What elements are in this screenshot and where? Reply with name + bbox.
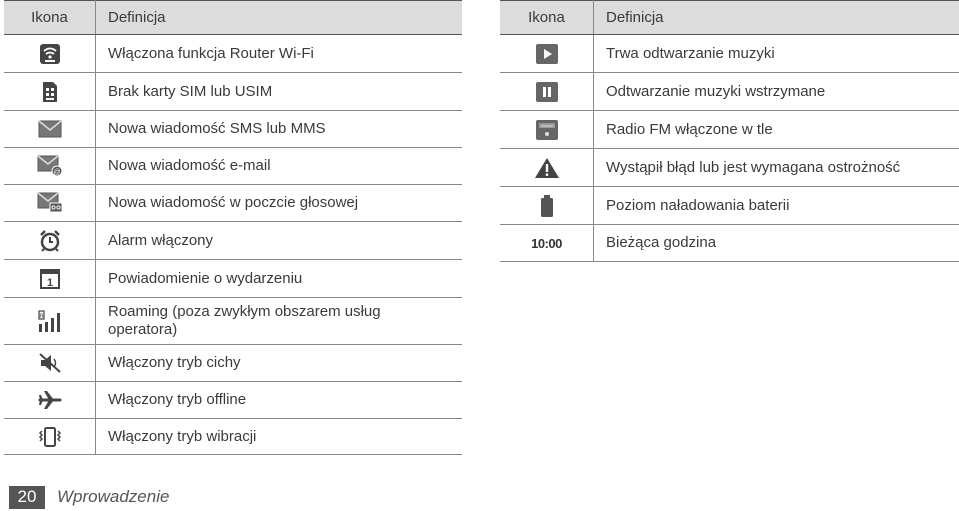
table-row	[500, 225, 959, 262]
silent-mode-icon	[4, 352, 95, 374]
vibration-icon	[4, 426, 95, 448]
table-row	[4, 260, 462, 298]
definition-text: Radio FM włączone w tle	[594, 111, 959, 149]
definition-text: Włączona funkcja Router Wi-Fi	[96, 35, 463, 73]
definition-text: Trwa odtwarzanie muzyki	[594, 35, 959, 73]
definition-text: Wystąpił błąd lub jest wymagana ostrożność	[594, 149, 959, 187]
airplane-icon	[4, 389, 95, 411]
table-row	[4, 73, 462, 111]
table-row	[500, 35, 959, 73]
header-definition: Definicja	[96, 1, 463, 35]
table-row	[500, 187, 959, 225]
table-row	[4, 419, 462, 455]
definition-text: Bieżąca godzina	[594, 225, 959, 262]
roaming-signal-icon	[4, 309, 95, 333]
svg-text:@: @	[52, 169, 61, 176]
play-icon	[500, 43, 593, 65]
definition-text: Nowa wiadomość w poczcie głosowej	[96, 185, 463, 222]
definition-text: Włączony tryb offline	[96, 382, 463, 419]
table-header	[500, 1, 959, 35]
alarm-clock-icon	[4, 230, 95, 252]
table-row	[4, 382, 462, 419]
table-row	[4, 345, 462, 382]
page-footer	[9, 484, 169, 510]
table-row	[4, 35, 462, 73]
fm-radio-icon	[500, 119, 593, 141]
definition-text: Alarm włączony	[96, 222, 463, 260]
sim-card-icon	[4, 81, 95, 103]
warning-icon	[500, 157, 593, 179]
definition-text: Włączony tryb cichy	[96, 345, 463, 382]
definition-text: Nowa wiadomość e-mail	[96, 148, 463, 185]
table-header	[4, 1, 462, 35]
svg-text:1: 1	[46, 276, 53, 289]
table-row	[500, 73, 959, 111]
envelope-icon	[4, 120, 95, 138]
definition-text: Poziom naładowania baterii	[594, 187, 959, 225]
header-icon: Ikona	[500, 1, 594, 35]
pause-icon	[500, 81, 593, 103]
wifi-router-icon	[4, 43, 95, 65]
definition-text: Odtwarzanie muzyki wstrzymane	[594, 73, 959, 111]
definition-text: Brak karty SIM lub USIM	[96, 73, 463, 111]
icons-table-left	[4, 0, 462, 455]
definition-text: Powiadomienie o wydarzeniu	[96, 260, 463, 298]
header-icon: Ikona	[4, 1, 96, 35]
table-row	[4, 148, 462, 185]
voicemail-icon	[4, 192, 95, 214]
icons-table-right	[500, 0, 959, 262]
definition-text: Włączony tryb wibracji	[96, 419, 463, 455]
table-row	[4, 185, 462, 222]
calendar-icon	[4, 269, 95, 289]
page-number: 20	[9, 486, 45, 509]
svg-text:R: R	[38, 314, 44, 320]
table-row	[4, 298, 462, 345]
table-row	[4, 111, 462, 148]
battery-icon	[500, 194, 593, 218]
definition-text: Roaming (poza zwykłym obszarem usług operatora)	[96, 298, 463, 345]
clock-text-icon: 10:00	[531, 235, 562, 251]
table-row	[500, 149, 959, 187]
header-definition: Definicja	[594, 1, 959, 35]
table-row	[4, 222, 462, 260]
email-icon	[4, 155, 95, 177]
table-row	[500, 111, 959, 149]
definition-text: Nowa wiadomość SMS lub MMS	[96, 111, 463, 148]
section-title: Wprowadzenie	[57, 487, 170, 506]
